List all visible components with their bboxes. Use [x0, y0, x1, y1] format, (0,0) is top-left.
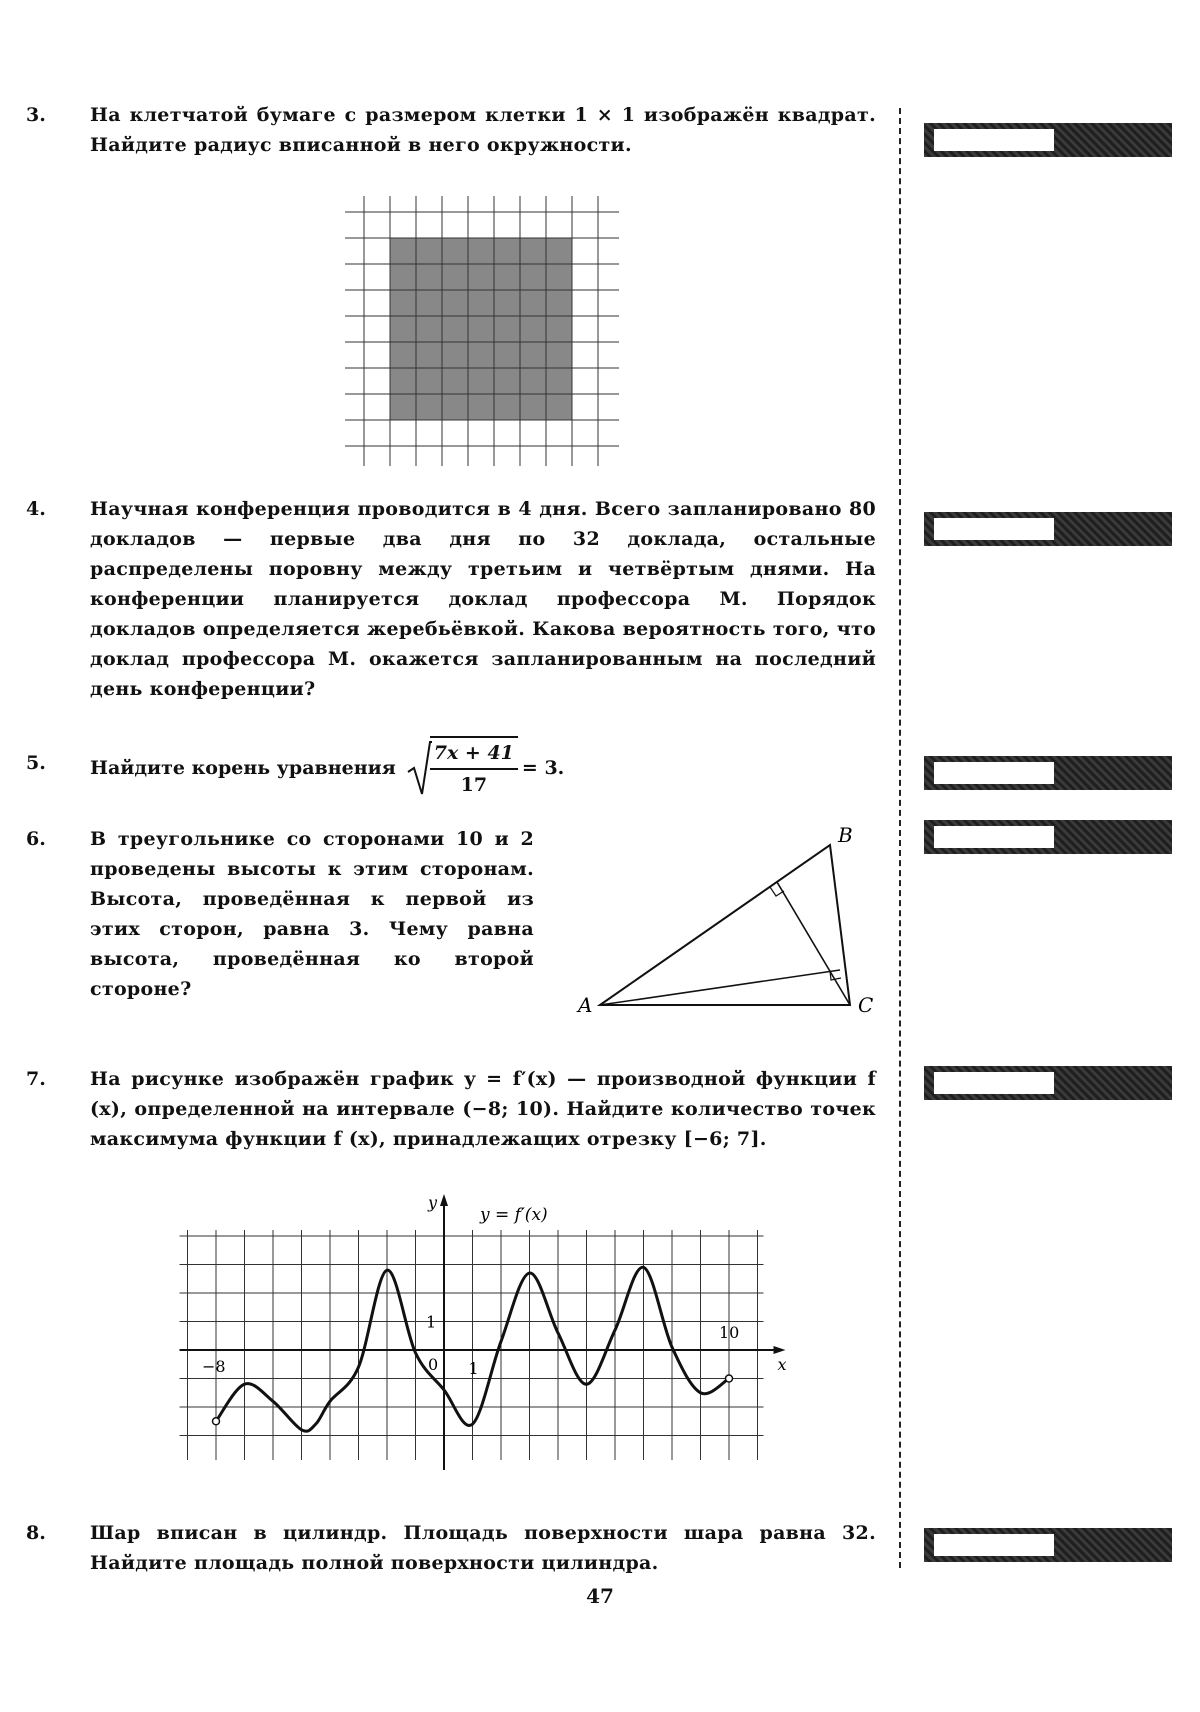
answer-box-8[interactable] [924, 1528, 1172, 1562]
square-figure [390, 238, 572, 420]
problem-6-number: 6. [26, 828, 46, 850]
sqrt-sign [406, 738, 432, 798]
equation-denominator: 17 [460, 774, 488, 796]
problem-4-text: Научная конференция проводится в 4 дня. Всего запланировано 80 докладов — первые два дня по 32 доклада, остальные распределены поровну между третьим и четвёртым днями. На конференции планируется доклад профессора М. Порядок докладов определяется жеребьёвкой. Какова вероятность того, что доклад профессора М. окажется запланированным на последний день конференции? [90, 498, 876, 700]
derivative-graph [170, 1190, 790, 1480]
triangle-abc [600, 845, 850, 1005]
problem-3-grid-figure [345, 196, 619, 466]
equation-rhs: = 3 [521, 757, 558, 779]
equation-end: . [557, 757, 565, 779]
x-axis-arrow [774, 1346, 786, 1354]
tick-label-x-1: 1 [468, 1359, 479, 1378]
problem-7-text: На рисунке изображён график y = f′(x) — производной функции f (x), определенной на интервале (−8; 10). Найдите количество точек максимума функции f (x), принадлежащих отрезку [−6; 7]. [90, 1068, 876, 1150]
answer-box-6[interactable] [924, 820, 1172, 854]
origin-label: 0 [428, 1355, 439, 1374]
open-endpoint-left [213, 1418, 220, 1425]
problem-8-number: 8. [26, 1522, 46, 1544]
triangle-figure [570, 820, 890, 1020]
dashed-divider [899, 108, 901, 1568]
answer-box-5[interactable] [924, 756, 1172, 790]
vertex-b-label: B [838, 823, 853, 847]
height-from-a [600, 970, 840, 1005]
problem-5-line [90, 736, 564, 800]
tick-label-x-right: 10 [719, 1323, 740, 1342]
equation-fraction [430, 736, 518, 800]
answer-box-4[interactable] [924, 512, 1172, 546]
equation-numerator: 7x + 41 [430, 738, 518, 770]
problem-3-number: 3. [26, 104, 46, 126]
curve-label: y = f′(x) [480, 1205, 548, 1225]
problem-6-text: В треугольнике со сторонами 10 и 2 проведены высоты к этим сторонам. Высота, проведённая к первой из этих сторон, равна 3. Чему равна высота, проведённая ко второй стороне? [90, 828, 534, 1000]
answer-box-3[interactable] [924, 123, 1172, 157]
x-axis-label: x [777, 1355, 787, 1374]
open-endpoint-right [726, 1375, 733, 1382]
answer-box-7[interactable] [924, 1066, 1172, 1100]
page-number: 47 [586, 1584, 614, 1608]
height-from-c [777, 882, 850, 1005]
problem-7-number: 7. [26, 1068, 46, 1090]
problem-5-number: 5. [26, 752, 46, 774]
problem-8-text: Шар вписан в цилиндр. Площадь поверхности шара равна 32. Найдите площадь полной поверхности цилиндра. [90, 1522, 876, 1574]
y-axis-label: y [428, 1193, 438, 1212]
problem-4-number: 4. [26, 498, 46, 520]
tick-label-x-left: −8 [202, 1357, 226, 1376]
vertex-a-label: A [578, 993, 593, 1017]
vertex-c-label: C [858, 993, 874, 1017]
problem-3-text: На клетчатой бумаге с размером клетки 1 × 1 изображён квадрат. Найдите радиус вписанной в него окружности. [90, 104, 876, 156]
y-axis-arrow [440, 1194, 448, 1206]
problem-5-text: Найдите корень уравнения [90, 757, 396, 779]
tick-label-y-1: 1 [426, 1312, 437, 1332]
